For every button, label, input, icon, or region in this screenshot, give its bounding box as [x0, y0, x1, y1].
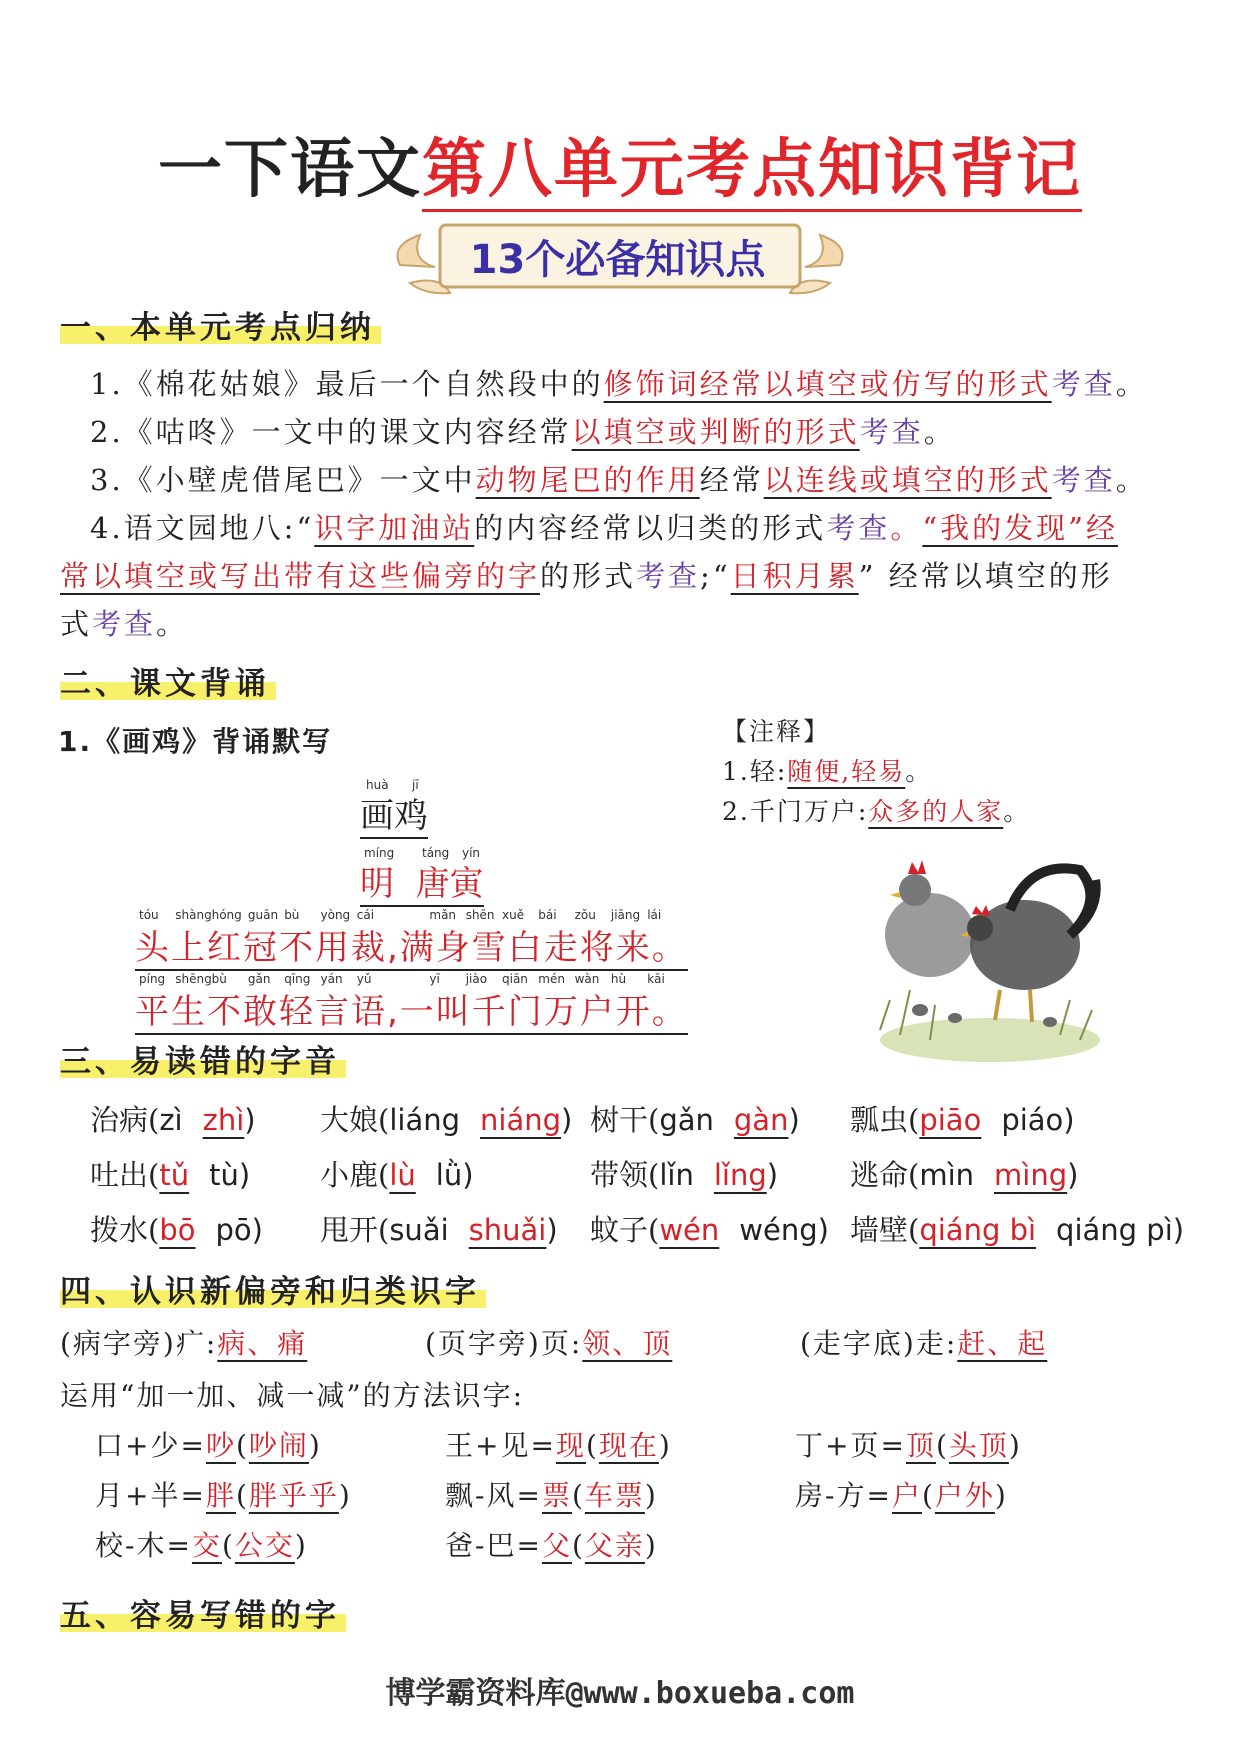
pinyin: qiān: [502, 972, 528, 986]
banner-title: 13个必备知识点: [469, 237, 766, 283]
pinyin: mén: [538, 972, 565, 986]
pinyin: yán: [320, 972, 343, 986]
pinyin: yī: [429, 972, 440, 986]
s1-line-3: 3.《小壁虎借尾巴》一文中动物尾巴的作用经常以连线或填空的形式考查。: [90, 463, 1148, 497]
notes-title: 【注释】: [722, 717, 831, 746]
pinyin: lái: [647, 908, 662, 922]
method-text: 运用“加一加、减一减”的方法识字:: [60, 1379, 525, 1412]
pinyin: xuě: [502, 908, 525, 922]
equation-item: 月+半=胖(胖乎乎): [95, 1479, 352, 1512]
pinyin: mǎn: [429, 908, 457, 922]
pronunciation-item: 树干(gǎn gàn): [590, 1103, 800, 1137]
pronunciation-item: 甩开(suǎi shuǎi): [320, 1213, 558, 1247]
section-4-heading: 四、认识新偏旁和归类识字: [60, 1266, 486, 1311]
s1-line-2: 2.《咕咚》一文中的课文内容经常以填空或判断的形式考查。: [90, 415, 956, 449]
note-1: 1.轻:随便,轻易。: [722, 757, 933, 786]
pronunciation-item: 瓢虫(piāo piáo): [850, 1103, 1075, 1137]
pinyin: yòng: [320, 908, 351, 922]
pinyin: huà: [366, 778, 389, 792]
poem-subheading: 1.《画鸡》背诵默写: [58, 725, 333, 758]
equation-item: 爸-巴=父(父亲): [445, 1529, 658, 1562]
pronunciation-item: 吐出(tǔ tù): [90, 1158, 251, 1192]
pronunciation-item: 逃命(mìn mìng): [850, 1158, 1079, 1192]
pinyin: cái: [356, 908, 375, 922]
section-3-heading: 三、易读错的字音: [60, 1036, 346, 1081]
pronunciation-item: 蚊子(wén wéng): [590, 1213, 829, 1247]
pinyin: táng: [422, 846, 450, 860]
pinyin: wàn: [574, 972, 600, 986]
pinyin: hù: [610, 972, 627, 986]
pinyin: tóu: [139, 908, 159, 922]
radical-1: (病字旁)疒:病、痛: [60, 1327, 308, 1360]
pinyin: jiào: [465, 972, 488, 986]
pinyin: qīng: [284, 972, 311, 986]
page-title: [0, 118, 1240, 210]
pinyin: jiāng: [610, 908, 641, 922]
pinyin: shàng: [175, 908, 212, 922]
pinyin: zǒu: [574, 908, 596, 922]
pinyin: bù: [284, 908, 300, 922]
pinyin: kāi: [647, 972, 665, 986]
radical-2: (页字旁)页:领、顶: [425, 1327, 673, 1360]
s1-line-5: 常以填空或写出带有这些偏旁的字的形式考查;“日积月累” 经常以填空的形: [60, 559, 1113, 593]
equation-item: 王+见=现(现在): [445, 1429, 672, 1462]
pronunciation-item: 大娘(liáng niáng): [320, 1103, 573, 1137]
pinyin: jī: [412, 778, 419, 792]
section-2-heading: 二、课文背诵: [60, 658, 276, 703]
equation-item: 校-木=交(公交): [95, 1529, 308, 1562]
pinyin: gǎn: [247, 972, 271, 986]
equation-grid: [95, 1424, 1195, 1584]
section-1-heading: 一、本单元考点归纳: [60, 302, 381, 347]
pinyin: shēn: [465, 908, 495, 922]
pronunciation-item: 小鹿(lù lǜ): [320, 1158, 474, 1192]
rooster-illustration: [860, 840, 1110, 1065]
radical-3: (走字底)走:赶、起: [800, 1327, 1048, 1360]
pronunciation-item: 拨水(bō pō): [90, 1213, 263, 1247]
pronunciation-grid: [90, 1098, 1190, 1268]
pronunciation-item: 治病(zì zhì): [90, 1103, 256, 1137]
equation-item: 口+少=吵(吵闹): [95, 1429, 322, 1462]
title-part2: 第八单元考点知识背记: [422, 133, 1082, 212]
s1-line-4: 4.语文园地八:“识字加油站的内容经常以归类的形式考查。“我的发现”经: [90, 511, 1118, 545]
pinyin: míng: [364, 846, 395, 860]
pinyin: hóng: [211, 908, 242, 922]
pronunciation-item: 带领(lǐn lǐng): [590, 1158, 779, 1192]
poem-line-2: píng shēng bù gǎn qīng yán yǔ yī jiào qiān mén wàn hù kāi 平生不敢轻言语,一叫千门万户开。: [135, 972, 735, 1032]
poem-line-1: tóu shàng hóng guān bù yòng cái mǎn shēn xuě bái zǒu jiāng lái 头上红冠不用裁,满身雪白走将来。: [135, 908, 735, 968]
equation-item: 飘-风=票(车票): [445, 1479, 658, 1512]
pinyin: bái: [538, 908, 557, 922]
equation-item: 丁+页=顶(头顶): [795, 1429, 1022, 1462]
section-5-heading: 五、容易写错的字: [60, 1590, 346, 1635]
pinyin: bù: [211, 972, 227, 986]
pinyin: shēng: [175, 972, 212, 986]
pinyin: píng: [139, 972, 166, 986]
s1-line-1: 1.《棉花姑娘》最后一个自然段中的修饰词经常以填空或仿写的形式考查。: [90, 367, 1148, 401]
footer-watermark: 博学霸资料库@www.boxueba.com: [385, 1676, 855, 1711]
pinyin: guān: [247, 908, 279, 922]
s1-line-6: 式考查。: [60, 607, 189, 641]
title-part1: 一下语文: [158, 133, 422, 207]
note-2: 2.千门万户:众多的人家。: [722, 797, 1031, 826]
pronunciation-item: 墙壁(qiáng bì qiáng pì): [850, 1213, 1185, 1247]
equation-item: 房-方=户(户外): [795, 1479, 1008, 1512]
pinyin: yǔ: [356, 972, 372, 986]
pinyin: yín: [462, 846, 481, 860]
